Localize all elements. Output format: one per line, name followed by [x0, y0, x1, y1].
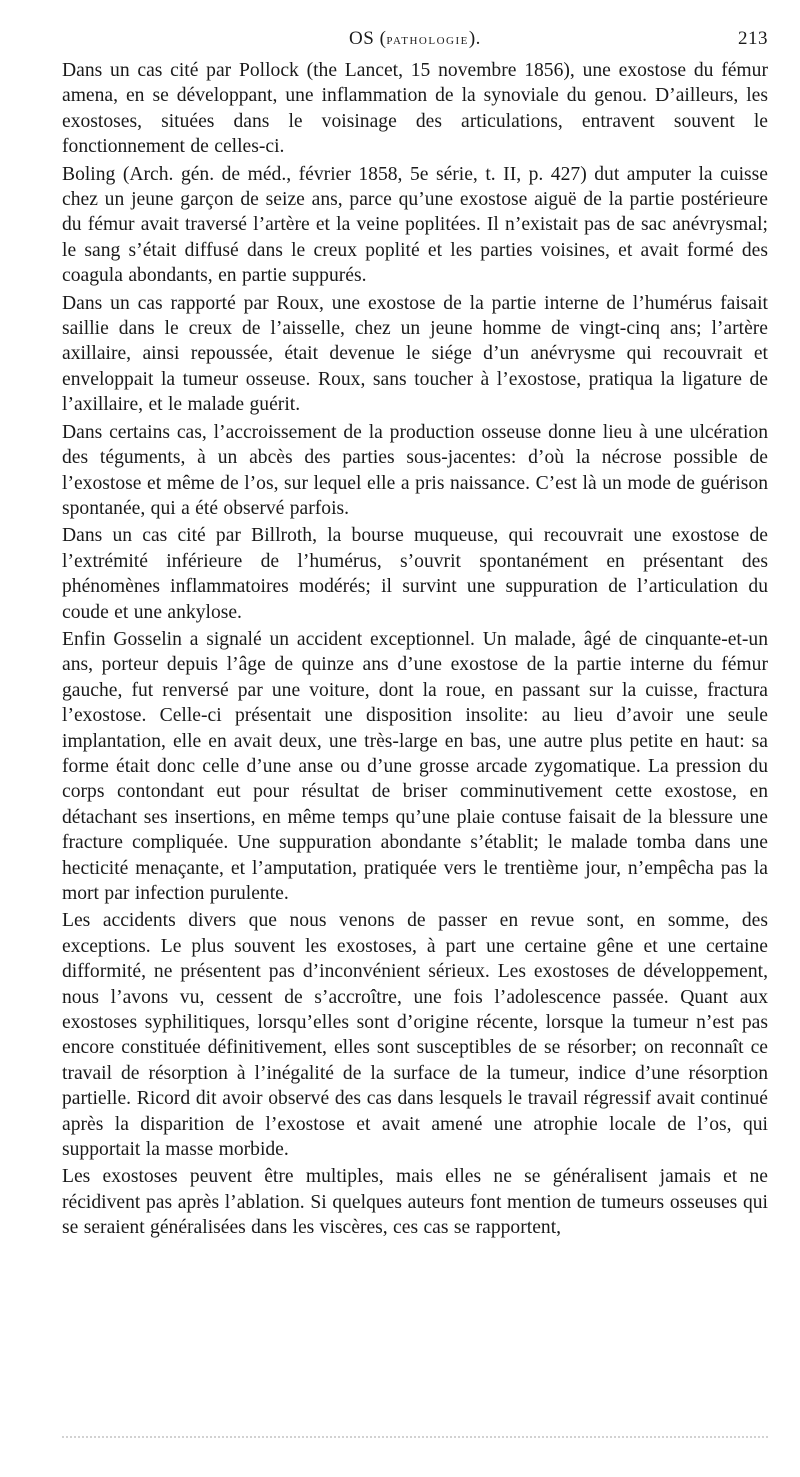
paragraph-boling: Boling (Arch. gén. de méd., février 1858, 5e série, t. II, p. 427) dut amputer la cuisse chez un jeune garçon de seize ans, parce qu’une exostose aiguë de la partie postérieure du fémur avait traversé l’artère et la veine poplitées. Il n’existait pas de sac anévrysmal; le sang s’était diffusé dans le creux poplité et les parties voisines, et avait formé des coagula abondants, en partie suppurés.: [62, 163, 768, 287]
running-title-section: pathologie: [386, 32, 469, 48]
paragraph-pollock: Dans un cas cité par Pollock (the Lancet, 15 novembre 1856), une exostose du fémur amena, en se développant, une inflammation de la synoviale du genou. D’ailleurs, les exostoses, situées dans le voisinage des articulations, entravent souvent le fonctionnement de celles-ci.: [62, 60, 768, 158]
running-title: [62, 28, 768, 50]
paragraph-billroth: Dans un cas cité par Billroth, la bourse muqueuse, qui recouvrait une exostose de l’extrémité inférieure de l’humérus, s’ouvrit spontanément en présentant des phénomènes inflammatoires modérés; il survint une suppuration de l’articulation du coude et une ankylose.: [62, 525, 768, 623]
paragraph-roux: Dans un cas rapporté par Roux, une exostose de la partie interne de l’humérus faisait saillie dans le creux de l’aisselle, chez un jeune homme de vingt-cinq ans; l’artère axillaire, ainsi repoussée, était devenue le siége d’un anévrysme qui recouvrait et enveloppait la tumeur osseuse. Roux, sans toucher à l’exostose, pratiqua la ligature de l’axillaire, et le malade guérit.: [62, 292, 768, 416]
book-page: [62, 24, 768, 1241]
paragraph-gosselin: Enfin Gosselin a signalé un accident exceptionnel. Un malade, âgé de cinquante-et-un ans, porteur depuis l’âge de quinze ans d’une exostose de la partie interne du fémur gauche, fut renversé par une voiture, dont la roue, en passant sur la cuisse, fractura l’exostose. Celle-ci présentait une disposition insolite: au lieu d’avoir une seule implantation, elle en avait deux, une très-large en bas, une autre plus petite en haut: sa forme était donc celle d’une anse ou d’une grosse arcade zygomatique. La pression du corps contondant eut pour résultat de briser comminutivement cette exostose, en détachant ses insertions, en même temps qu’une plaie contuse faisait de la blessure une fracture compliquée. Une suppuration abondante s’établit; le malade tomba dans une hecticité menaçante, et l’amputation, pratiquée vers le trentième jour, n’empêcha pas la mort par infection purulente.: [62, 628, 768, 904]
running-head: [62, 24, 768, 58]
running-title-prefix: OS (: [349, 28, 387, 49]
body-text: [62, 58, 768, 1241]
paragraph-ulceration: Dans certains cas, l’accroissement de la production osseuse donne lieu à une ulcération des téguments, à un abcès des parties sous-jacentes: d’où la nécrose possible de l’exostose et même de l’os, sur lequel elle a pris naissance. C’est là un mode de guérison spontanée, qui a été observé parfois.: [62, 421, 768, 519]
page-number: 213: [738, 28, 768, 49]
paragraph-multiples: Les exostoses peuvent être multiples, mais elles ne se généralisent jamais et ne récidivent pas après l’ablation. Si quelques auteurs font mention de tumeurs osseuses qui se seraient généralisées dans les viscères, ces cas se rapportent,: [62, 1166, 768, 1239]
paragraph-accidents: Les accidents divers que nous venons de passer en revue sont, en somme, des exceptions. Le plus souvent les exostoses, à part une certaine gêne et une certaine difformité, ne présentent pas d’inconvénient sérieux. Les exostoses de développement, nous l’avons vu, cessent de s’accroître, une fois l’adolescence passée. Quant aux exostoses syphilitiques, lorsqu’elles sont d’origine récente, lorsque la tumeur n’est pas encore constituée définitivement, elles sont susceptibles de se résorber; on reconnaît ce travail de résorption à l’inégalité de la surface de la tumeur, indice d’une résorption partielle. Ricord dit avoir observé des cas dans lesquels le travail régressif avait continué après la disparition de l’exostose et avait amené une atrophie locale de l’os, qui supportait la masse morbide.: [62, 910, 768, 1161]
running-title-suffix: ).: [468, 28, 481, 49]
bleed-through-line: [62, 1436, 768, 1440]
